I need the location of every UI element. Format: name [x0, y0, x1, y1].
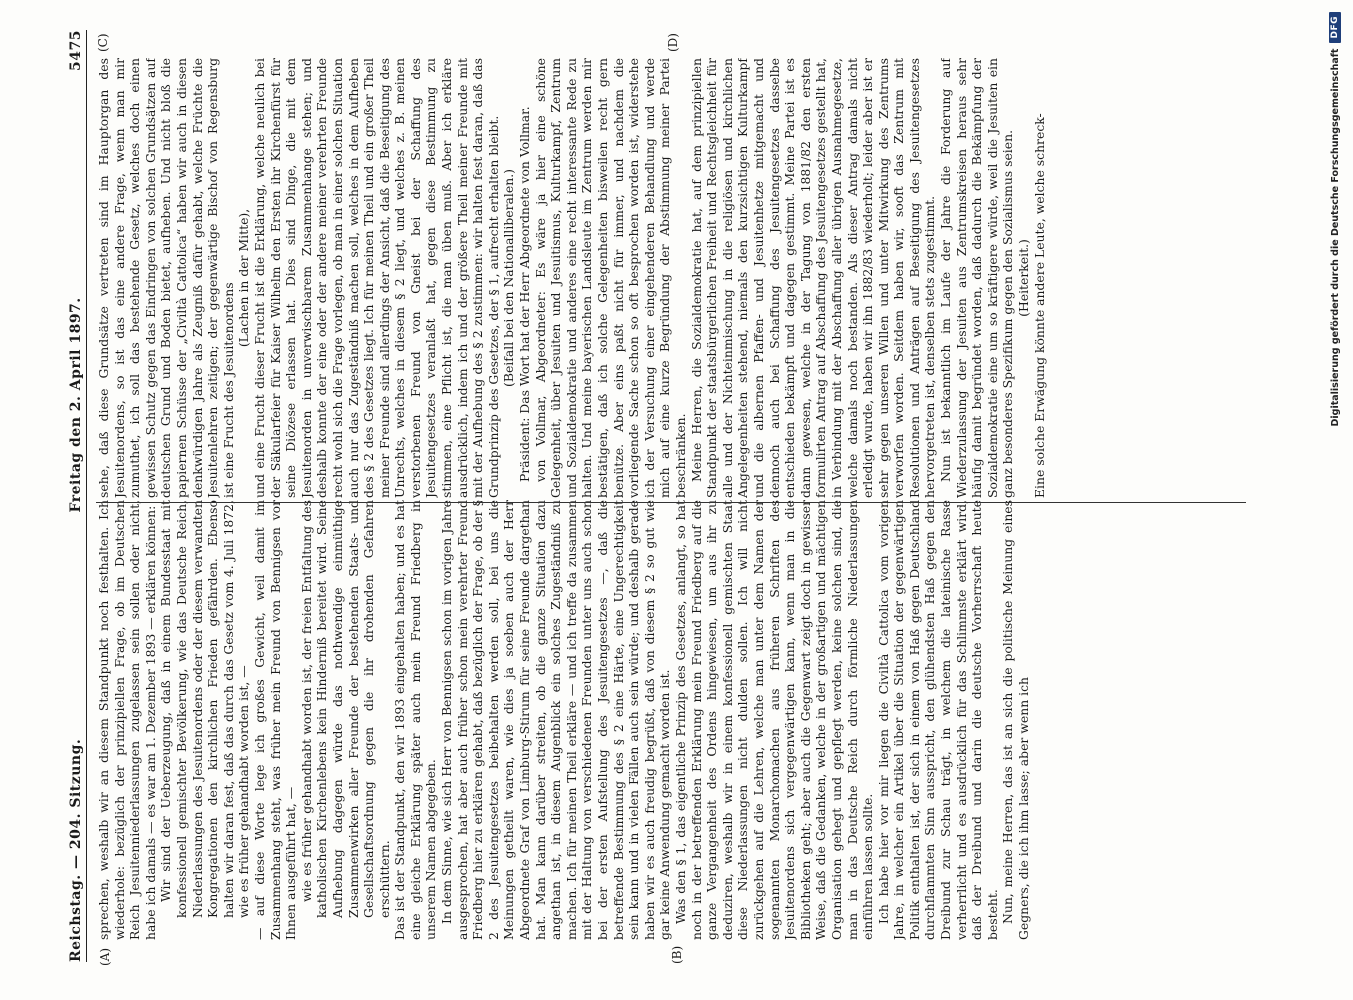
quote-paragraph: wie es früher gehandhabt worden ist, der freien Entfaltung des katholischen Kirchenlebens kein Hinderniß bereitet wird. Seine Aufhebung dagegen würde das nothwendige einmüthige Zusammenwirken aller Freunde der bestehenden Staats- und Gesellschaftsordnung gegen die ihr drohenden Gefahren erschüttern.	[298, 500, 392, 918]
paragraph: In dem Sinne, wie sich Herr von Bennigsen schon im vorigen Jahre ausgesprochen, hat aber auch früher schon mein verehrter Freund Friedberg hier zu erklären gehabt, daß bezüglich der Frage, ob der § 2 des Jesuitengesetzes beibehalten werden soll, bei uns die Meinungen getheilt waren, wie dies ja soeben auch der Herr Abgeordnete Graf von Limburg-Stirum für seine Freunde dargethan hat. Man kann darüber streiten, ob die ganze Situation dazu angethan ist, in diesem Augenblick ein solches Zugeständniß zu machen. Ich für meinen Theil erkläre — und ich treffe da zusammen mit der Haltung von verschiedenen Freunden unter uns auch schon bei der ersten Aufstellung des Jesuitengesetzes —, daß die betreffende Bestimmung des § 2 eine Härte, eine Ungerechtigkeit sein kann und in vielen Fällen auch sein würde; und deshalb gerade haben wir es auch freudig begrüßt, daß von diesem § 2 so gut wie gar keine Anwendung gemacht worden ist.	[439, 500, 673, 940]
margin-marker-a: (A)	[98, 947, 112, 966]
credit-text: Digitalisierung gefördert durch die Deutsche Forschungsgemeinschaft	[1329, 48, 1341, 427]
page-number: 5475	[68, 30, 84, 71]
paragraph: und eine Frucht dieser Frucht ist die Erklärung, welche neulich bei der Säkularfeier für Kaiser Wilhelm den Ersten ihr Kirchenfürst für seine Diözese erlassen hat. Dies sind Dinge, die mit dem Jesuitenorden in unverwischbarem Zusammenhange stehen; und deshalb konnte der eine oder der andere meiner verehrten Freunde recht wohl sich die Frage vorlegen, ob man in einer solchen Situation auch nur das Zugeständniß machen soll, welches in dem Aufheben des § 2 des Gesetzes liegt. Ich für meinen Theil und ein großer Theil meiner Freunde sind allerdings der Ansicht, daß die Beseitigung des Unrechts, welches in diesem § 2 liegt, und welches z. B. meinen verstorbenen Freund von Gneist bei der Schaffung des Jesuitengesetzes veranlaßt hat, gegen diese Bestimmung zu stimmen, eine Pflicht ist, die man üben muß. Aber ich erkläre ausdrücklich, indem ich und der größere Theil meiner Freunde mit mit der Aufhebung des § 2 zustimmen: wir halten fest daran, daß das Grundprinzip des Gesetzes, der § 1, aufrecht erhalten bleibt.	[251, 58, 501, 498]
paragraph: Das ist der Standpunkt, den wir 1893 eingehalten haben; und es hat eine gleiche Erklärung später auch mein Freund Friedberg in unserem Namen abgegeben.	[392, 500, 439, 940]
paragraph: Was den § 1, das eigentliche Prinzip des Gesetzes, anlangt, so hat noch in der betreffenden Erklärung mein Freund Friedberg auf die ganze Vergangenheit des Ordens hingewiesen, um aus ihr zu deduziren, weshalb wir in einem konfessionell gemischten Staat diese Niederlassungen nicht dulden sollen. Ich will nicht zurückgehen auf die Lehren, welche man unter dem Namen der sogenannten Monarchomachen aus früheren Schriften des Jesuitenordens sich vergegenwärtigen kann, wenn man in die Bibliotheken geht; aber auch die Gegenwart zeigt doch in gewisser Weise, daß die Gedanken, welche in der großartigen und mächtigen Organisation gehegt und gepflegt werden, keine solchen sind, die man in das Deutsche Reich durch förmliche Niederlassungen einführen lassen sollte.	[672, 500, 876, 940]
paragraph: Ich habe hier vor mir liegen die Civiltà Cattolica vom vorigen Jahre, in welcher ein Artikel über die Situation der gegenwärtigen Politik enthalten ist, der sich in einem von Haß gegen Deutschland durchflammten Sinn ausspricht, den glühendsten Haß gegen den Dreibund zur Schau trägt, in welchem die lateinische Rasse verherrlicht und es ausdrücklich für das Schlimmste erklärt wird, daß der Dreibund und darin die deutsche Vorherrschaft heute besteht.	[875, 500, 1000, 940]
paragraph: sprechen, weshalb wir an diesem Standpunkt noch festhalten. Ich wiederhole: bezüglich der prinzipiellen Frage, ob im Deutschen Reich Jesuitenniederlassungen zugelassen sein sollen oder nicht, habe ich damals — es war am 1. Dezember 1893 — erklären können:	[96, 500, 158, 940]
left-column	[96, 500, 1246, 940]
quote-paragraph: Wir sind der Ueberzeugung, daß in einem Bundesstaat mit konfessionell gemischter Bevölkerung, wie das Deutsche Reich, Niederlassungen des Jesuitenordens oder der diesem verwandten Kongregationen den kirchlichen Frieden gefährden. Ebenso halten wir daran fest, daß das durch das Gesetz vom 4. Juli 1872, wie es früher gehandhabt worden ist, —	[158, 500, 252, 918]
margin-marker-d: (D)	[666, 33, 680, 52]
header-date: Freitag den 2. April 1897.	[68, 297, 84, 513]
column-divider	[96, 502, 1246, 503]
paragraph: Eine solche Erwägung könnte andere Leute, welche schreck-	[1031, 113, 1047, 498]
right-column	[96, 58, 1246, 498]
interjection: (Heiterkeit.)	[1016, 239, 1032, 317]
margin-marker-c: (C)	[96, 33, 110, 52]
interjection: (Lachen in der Mitte),	[236, 208, 252, 348]
speaker-paragraph: Präsident: Das Wort hat der Herr Abgeordnete von Vollmar.	[517, 106, 533, 482]
paragraph: — auf diese Worte lege ich großes Gewicht, weil damit im Zusammenhang steht, was früher mein Freund von Bennigsen vor Ihnen ausgeführt hat, —	[251, 500, 299, 940]
page-header	[58, 30, 84, 962]
paragraph: Nun ist bekanntlich im Laufe der Jahre die Forderung auf Wiederzulassung der Jesuiten aus Zentrumskreisen heraus sehr häufig damit begründet worden, daß dadurch die Bekämpfung der Sozialdemokratie eine um so kräftigere würde, weil die Jesuiten ein ganz besonderes Spezifikum gegen den Sozialismus seien.	[938, 58, 1016, 498]
margin-marker-b: (B)	[670, 945, 684, 964]
dfg-logo: DFG	[1329, 12, 1341, 43]
header-rule	[86, 30, 87, 962]
digitization-credit	[1327, 12, 1343, 992]
speaker-paragraph: von Vollmar, Abgeordneter: Es wäre ja hier eine schöne Gelegenheit, über Jesuiten und Jesuitismus, Kulturkampf, Zentrum und Sozialdemokratie und anderes eine recht interessante Rede zu halten. Und meine bayerischen Landsleute im Zentrum werden mir bestätigen, daß ich solche Gelegenheiten bisweilen recht gern benütze. Aber eins paßt nicht für immer, und nachdem die vorliegende Sache schon so oft besprochen worden ist, widerstehe ich der Versuchung einer eingehenderen Behandlung und werde mich auf eine kurze Begründung der Abstimmung meiner Partei beschränken.	[532, 58, 688, 498]
paragraph: sehe, daß diese Grundsätze vertreten sind im Hauptorgan des Jesuitenordens, so ist das eine andere Frage, wenn man mir zumuthet, ich soll das bestehende Gesetz, welches doch einen gewissen Schutz gegen das Eindringen von solchen Grundsätzen auf deutschen Grund und Boden bietet, aufheben. Und nicht bloß die papiernen Schüsse der „Civiltà Cattolica“ haben wir auch in diesen denkwürdigen Jahre als Zeugniß dafür gehabt, welche Früchte die Jesuitenlehren zeitigen; der gegenwärtige Bischof von Regensburg ist eine Frucht des Jesuitenordens	[96, 58, 236, 498]
paragraph: Meine Herren, die Sozialdemokratie hat, auf dem prinzipiellen Standpunkt der staatsbürgerlichen Freiheit und Rechtsgleichheit für alle und der Nichteinmischung in die religiösen und kirchlichen Angelegenheiten stehend, niemals den kurzsichtigen Kulturkampf und die albernen Pfaffen- und Jesuitenhetze mitgemacht und dennoch auch bei Schaffung des Jesuitengesetzes dasselbe entschieden bekämpft und dagegen gestimmt. Meine Partei ist es dann gewesen, welche in der Tagung von 1881/82 den ersten formulirten Antrag auf Abschaffung des Jesuitengesetzes gestellt hat, in Verbindung mit der Abschaffung aller übrigen Ausnahmegesetze, welche damals noch bestanden. Als dieser Antrag damals nicht erledigt wurde, haben wir ihn 1882/83 wiederholt; leider aber ist er sehr gegen unseren Willen und unter Mitwirkung des Zentrums verworfen worden. Seitdem haben wir, sooft das Zentrum mit Resolutionen und Anträgen auf Beseitigung des Jesuitengesetzes hervorgetreten ist, denselben stets zugestimmt.	[688, 58, 938, 498]
interjection: (Beifall bei den Nationalliberalen.)	[501, 169, 517, 387]
header-session: Reichstag. — 204. Sitzung.	[68, 738, 84, 962]
paragraph: Nun, meine Herren, das ist an sich die politische Meinung eines Gegners, die ich ihm lasse; aber wenn ich	[1000, 500, 1032, 940]
